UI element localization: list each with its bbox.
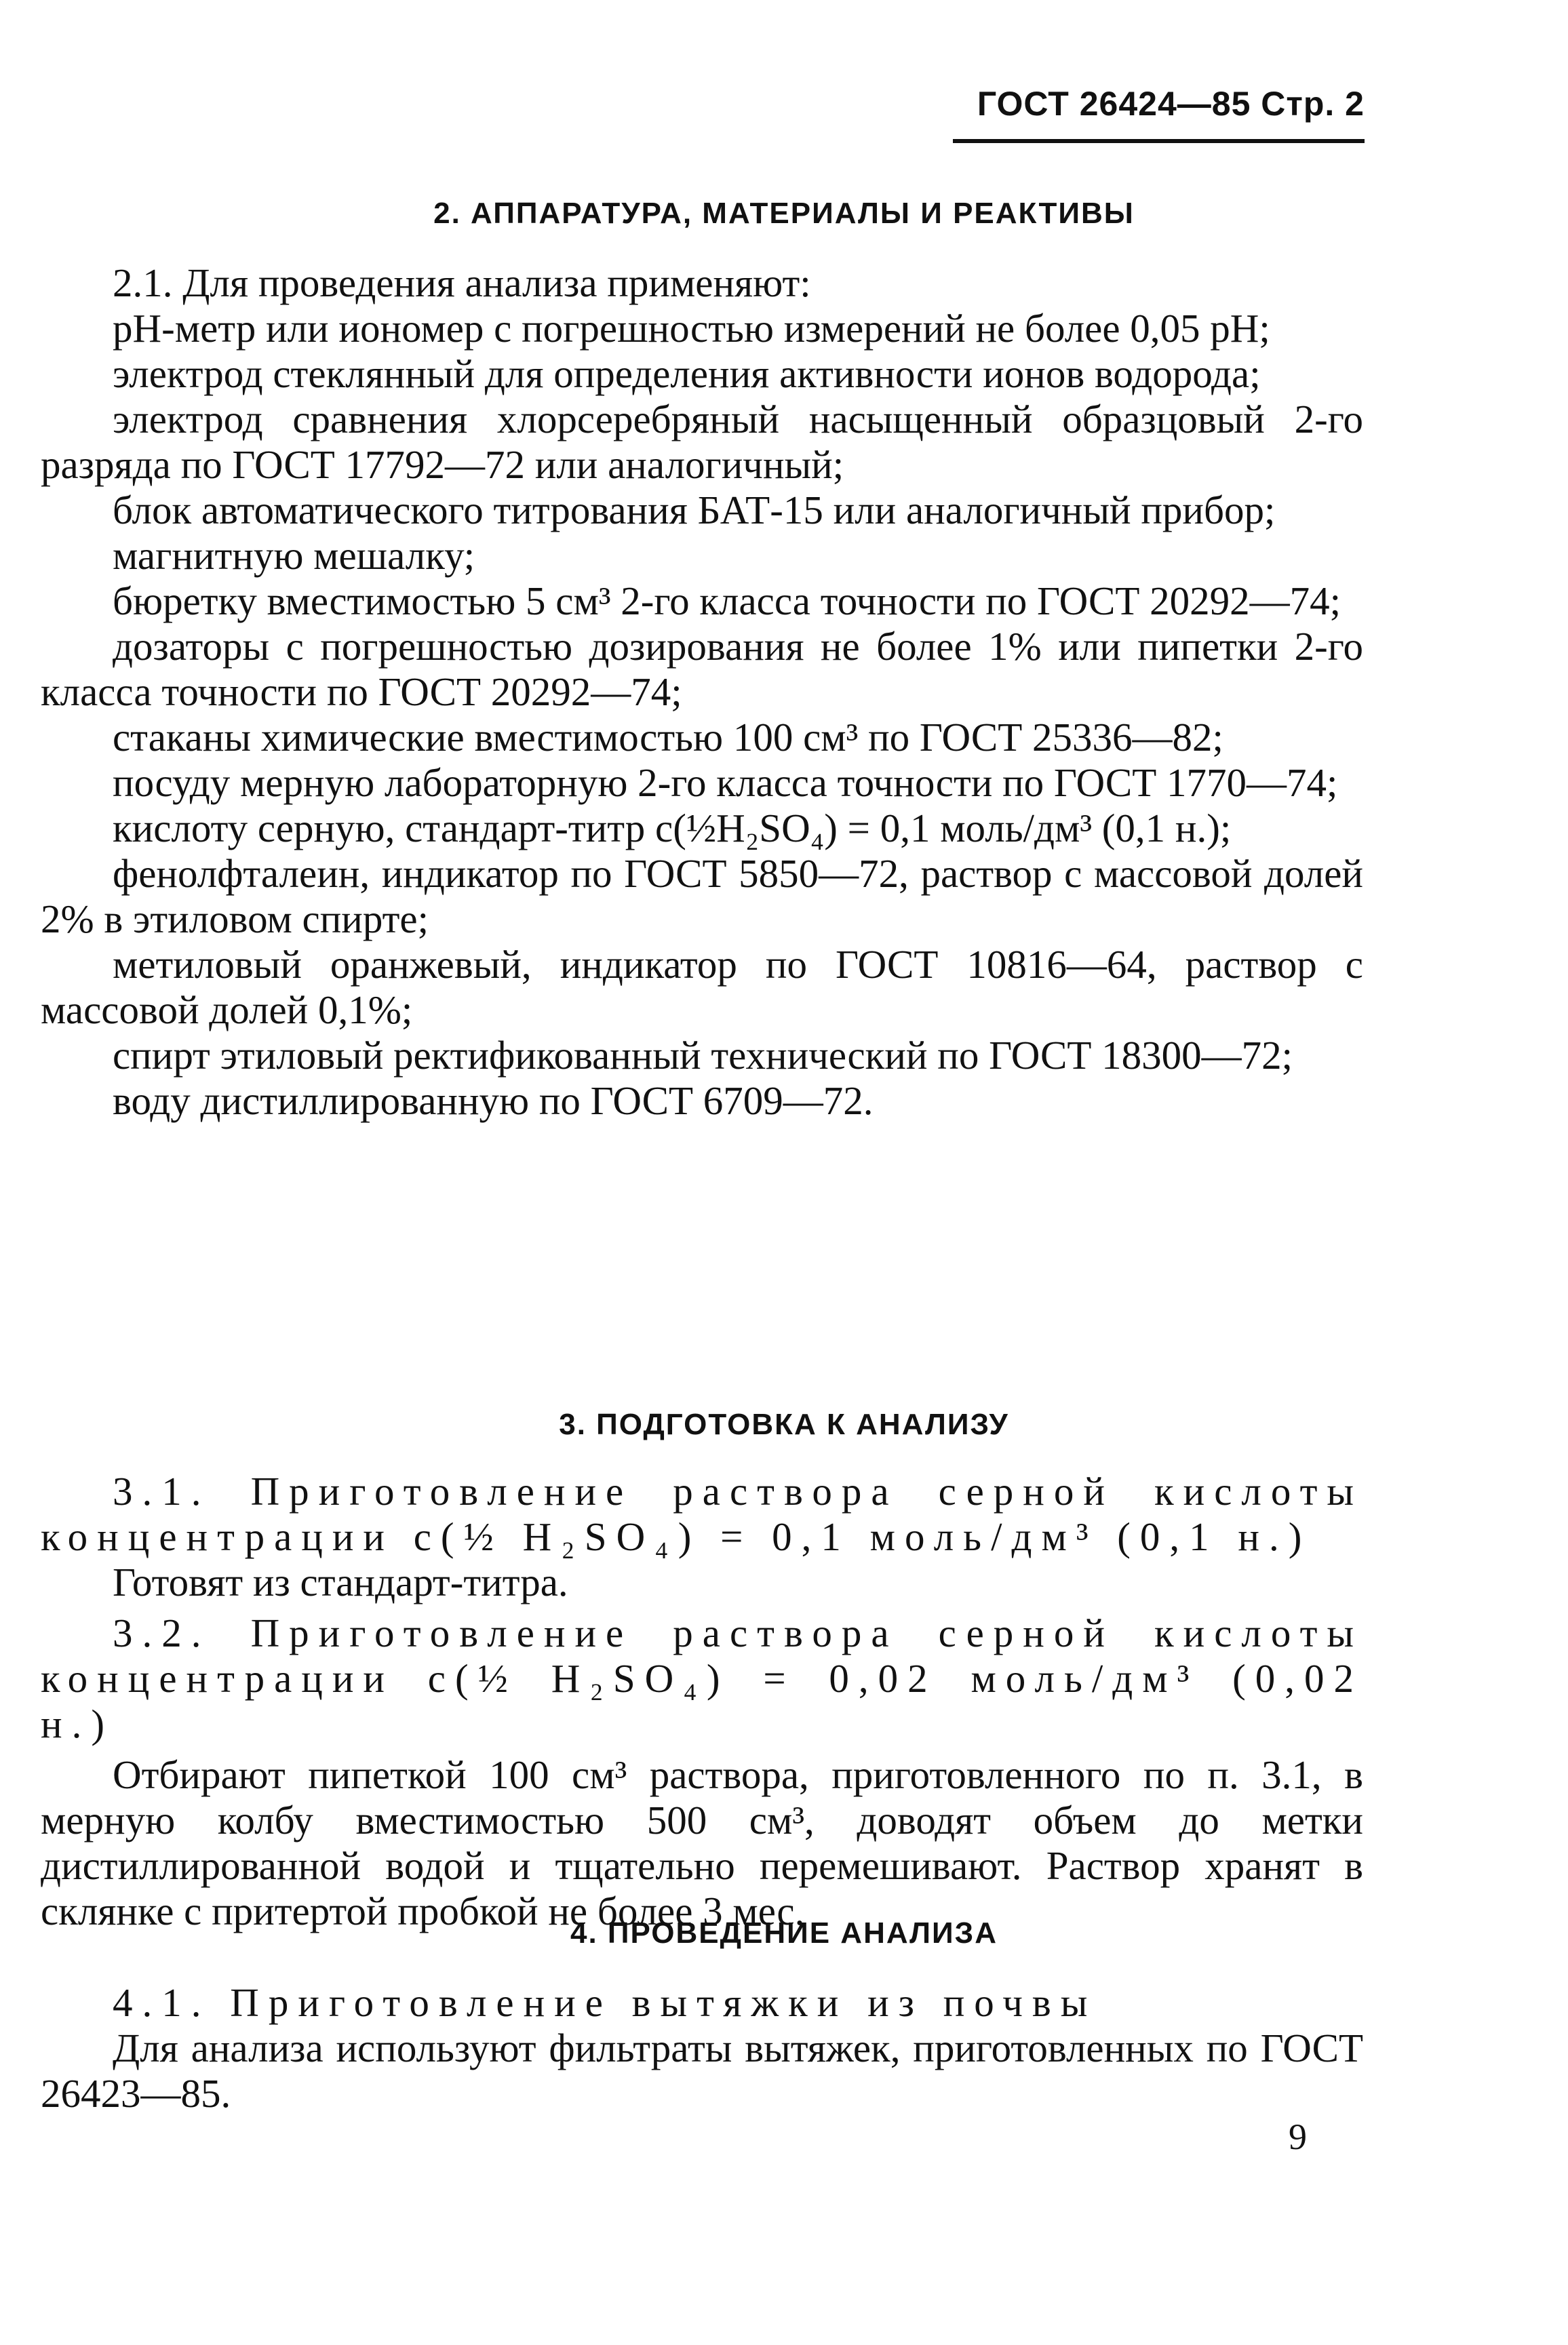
running-header: ГОСТ 26424—85 Стр. 2	[977, 85, 1365, 123]
section-4-heading: 4. ПРОВЕДЕНИЕ АНАЛИЗА	[570, 1916, 998, 1950]
section-3-body	[41, 1469, 1363, 1934]
equipment-item: блок автоматического титрования БАТ-15 или аналогичный прибор;	[113, 488, 1276, 532]
page-number: 9	[1289, 2116, 1307, 2157]
equipment-item: магнитную мешалку;	[113, 533, 475, 578]
equipment-item: дозаторы с погрешностью дозирования не более 1% или пипетки 2-го класса точности по ГОСТ 20292—74;	[41, 624, 1363, 714]
equipment-item: pH-метр или иономер с погрешностью измерений не более 0,05 pH;	[113, 306, 1270, 351]
section-2-body	[41, 260, 1363, 1124]
clause-3-1-title: 3.1. Приготовление раствора серной кислоты концентрации с(½ H₂SO₄) = 0,1 моль/дм³ (0,1 н.)	[41, 1469, 1363, 1559]
reagent-item: спирт этиловый ректификованный технический по ГОСТ 18300—72;	[113, 1033, 1293, 1078]
section-4-body	[41, 1980, 1363, 2116]
equipment-item: электрод сравнения хлорсеребряный насыщенный образцовый 2-го разряда по ГОСТ 17792—72 или аналогичный;	[41, 397, 1363, 487]
clause-3-2-text: Отбирают пипеткой 100 см³ раствора, приготовленного по п. 3.1, в мерную колбу вместимостью 500 см³, доводят объем до метки дистиллированной водой и тщательно перемешивают. Раствор хранят в склянке с притертой пробкой не более 3 мес.	[41, 1752, 1363, 1933]
equipment-item: электрод стеклянный для определения активности ионов водорода;	[113, 351, 1261, 396]
reagent-item: метиловый оранжевый, индикатор по ГОСТ 10816—64, раствор с массовой долей 0,1%;	[41, 942, 1363, 1032]
reagent-item: воду дистиллированную по ГОСТ 6709—72.	[113, 1078, 874, 1123]
equipment-item: стаканы химические вместимостью 100 см³ по ГОСТ 25336—82;	[113, 715, 1223, 760]
section-3-heading: 3. ПОДГОТОВКА К АНАЛИЗУ	[559, 1408, 1009, 1441]
clause-3-2-title: 3.2. Приготовление раствора серной кислоты концентрации с(½ H₂SO₄) = 0,02 моль/дм³ (0,02 н.)	[41, 1611, 1363, 1746]
equipment-item: посуду мерную лабораторную 2-го класса точности по ГОСТ 1770—74;	[113, 760, 1338, 805]
clause-4-1-title: 4.1. Приготовление вытяжки из почвы	[113, 1980, 1097, 2025]
reagent-item: фенолфталеин, индикатор по ГОСТ 5850—72, раствор с массовой долей 2% в этиловом спирте;	[41, 851, 1363, 941]
reagent-item: кислоту серную, стандарт-титр с(½H₂SO₄) = 0,1 моль/дм³ (0,1 н.);	[113, 806, 1232, 850]
section-2-heading: 2. АППАРАТУРА, МАТЕРИАЛЫ И РЕАКТИВЫ	[433, 197, 1135, 230]
header-rule	[953, 139, 1365, 143]
clause-2-1: 2.1. Для проведения анализа применяют:	[113, 260, 811, 305]
equipment-item: бюретку вместимостью 5 см³ 2-го класса точности по ГОСТ 20292—74;	[113, 578, 1341, 623]
clause-4-1-text: Для анализа используют фильтраты вытяжек, приготовленных по ГОСТ 26423—85.	[41, 2026, 1363, 2116]
clause-3-1-text: Готовят из стандарт-титра.	[113, 1560, 568, 1604]
